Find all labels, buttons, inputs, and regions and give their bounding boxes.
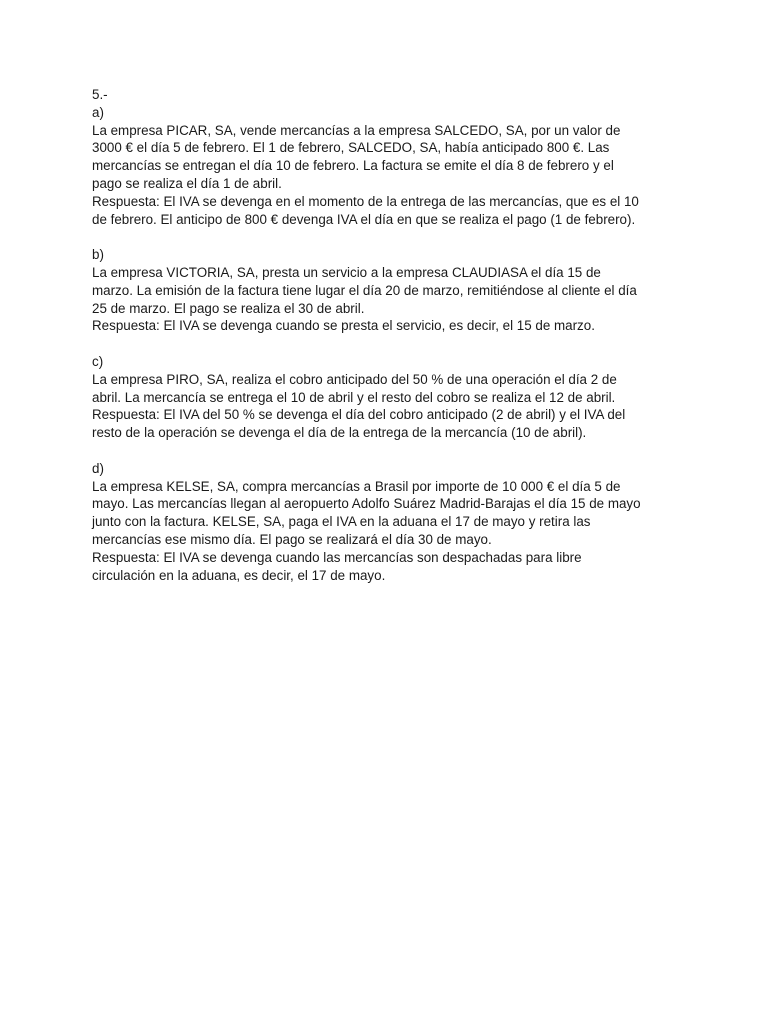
answer-line: de febrero. El anticipo de 800 € devenga IVA el día en que se realiza el pago (1 de febrero). xyxy=(92,211,636,227)
text-line: La empresa KELSE, SA, compra mercancías a Brasil por importe de 10 000 € el día 5 de xyxy=(92,478,621,494)
text-line: marzo. La emisión de la factura tiene lugar el día 20 de marzo, remitiéndose al cliente el día xyxy=(92,282,637,298)
paragraph-spacer xyxy=(92,335,682,353)
section-label: d) xyxy=(92,460,104,476)
section-label: a) xyxy=(92,104,104,120)
text-line: junto con la factura. KELSE, SA, paga el IVA en la aduana el 17 de mayo y retira las xyxy=(92,514,591,530)
answer-line: circulación en la aduana, es decir, el 17 de mayo. xyxy=(92,567,386,583)
answer-line: Respuesta: El IVA se devenga cuando las mercancías son despachadas para libre xyxy=(92,549,582,565)
text-line: pago se realiza el día 1 de abril. xyxy=(92,175,282,191)
text-line: La empresa PICAR, SA, vende mercancías a la empresa SALCEDO, SA, por un valor de xyxy=(92,122,621,138)
paragraph-spacer xyxy=(92,228,682,246)
section-c xyxy=(92,353,682,442)
answer-line: Respuesta: El IVA se devenga cuando se presta el servicio, es decir, el 15 de marzo. xyxy=(92,318,595,334)
text-line: mercancías ese mismo día. El pago se realizará el día 30 de mayo. xyxy=(92,531,492,547)
text-line: 3000 € el día 5 de febrero. El 1 de febrero, SALCEDO, SA, había anticipado 800 €. Las xyxy=(92,140,610,156)
text-line: mercancías se entregan el día 10 de febrero. La factura se emite el día 8 de febrero y el xyxy=(92,158,614,174)
answer-line: resto de la operación se devenga el día de la entrega de la mercancía (10 de abril). xyxy=(92,425,587,441)
exercise-number: 5.- xyxy=(92,87,108,102)
section-a xyxy=(92,104,682,229)
section-d xyxy=(92,460,682,585)
text-line: La empresa PIRO, SA, realiza el cobro anticipado del 50 % de una operación el día 2 de xyxy=(92,371,617,387)
paragraph-spacer xyxy=(92,442,682,460)
section-label: c) xyxy=(92,353,104,369)
document-page xyxy=(92,86,682,584)
section-label: b) xyxy=(92,247,104,263)
answer-line: Respuesta: El IVA del 50 % se devenga el día del cobro anticipado (2 de abril) y el IVA del xyxy=(92,407,626,423)
text-line: mayo. Las mercancías llegan al aeropuerto Adolfo Suárez Madrid-Barajas el día 15 de mayo xyxy=(92,496,641,512)
text-line: 25 de marzo. El pago se realiza el 30 de abril. xyxy=(92,300,365,316)
section-b xyxy=(92,246,682,335)
text-line: abril. La mercancía se entrega el 10 de abril y el resto del cobro se realiza el 12 de abril. xyxy=(92,389,616,405)
answer-line: Respuesta: El IVA se devenga en el momento de la entrega de las mercancías, que es el 10 xyxy=(92,193,639,209)
text-line: La empresa VICTORIA, SA, presta un servicio a la empresa CLAUDIASA el día 15 de xyxy=(92,264,601,280)
